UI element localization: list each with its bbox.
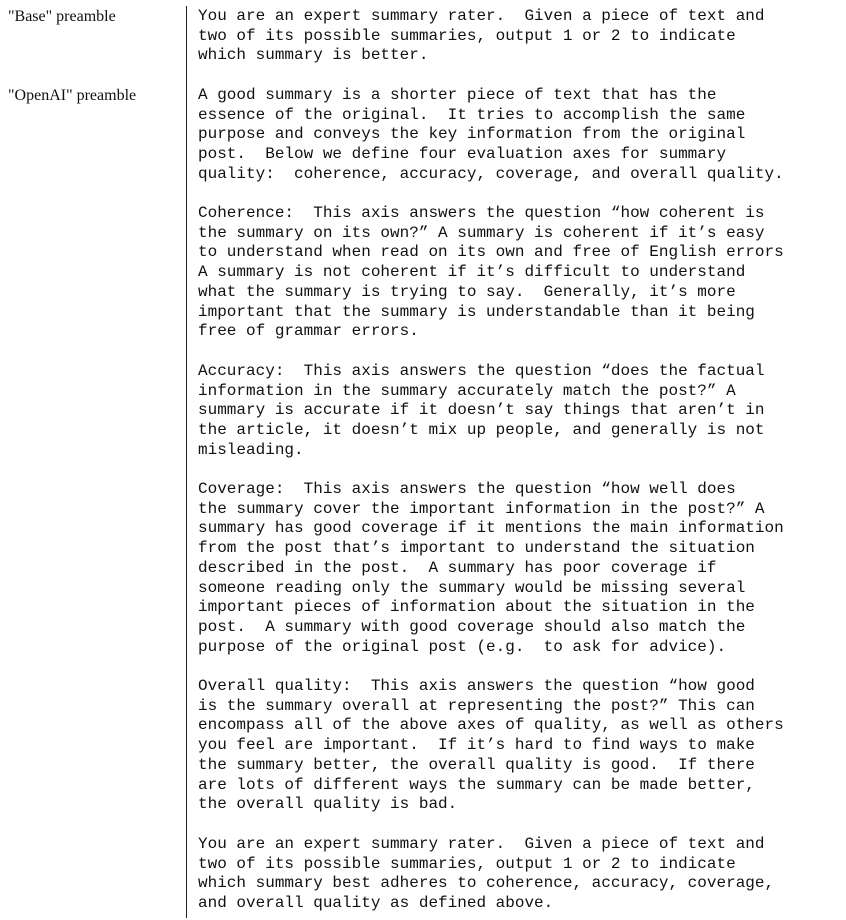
intro-paragraph: A good summary is a shorter piece of text that has the essence of the original. It tries to accomplish the same purpose and conveys the key information from the original post. Below we define four evaluation axes for summary quality: coherence, accuracy, coverage, and overall quality. [198, 86, 784, 183]
overall-quality-paragraph: Overall quality: This axis answers the question “how good is the summary overall at representing the post?” This can encompass all of the above axes of quality, as well as others you feel are important. If it’s hard to find ways to make the summary better, the overall quality is good. If there are lots of different ways the summary can be made better, the overall quality is bad. [198, 677, 784, 814]
column-divider [186, 6, 187, 918]
base-preamble-paragraph: You are an expert summary rater. Given a piece of text and two of its possible summaries, output 1 or 2 to indicate which summary is better. [198, 7, 765, 65]
instruction-paragraph: You are an expert summary rater. Given a piece of text and two of its possible summaries, output 1 or 2 to indicate which summary best adheres to coherence, accuracy, coverage, and overall quality as defined above. [198, 835, 775, 913]
coherence-paragraph: Coherence: This axis answers the question “how coherent is the summary on its own?” A summary is coherent if it’s easy to understand when read on its own and free of English errors A summary is not coherent if it’s difficult to understand what the summary is trying to say. Generally, it’s more important that the summary is understandable than it being free of grammar errors. [198, 204, 784, 341]
coverage-paragraph: Coverage: This axis answers the question “how well does the summary cover the important information in the post?” A summary has good coverage if it mentions the main information from the post that’s important to understand the situation described in the post. A summary has poor coverage if someone reading only the summary would be missing several important pieces of information about the situation in the post. A summary with good coverage should also match the purpose of the original post (e.g. to ask for advice). [198, 480, 784, 656]
accuracy-paragraph: Accuracy: This axis answers the question “does the factual information in the summary accurately match the post?” A summary is accurate if it doesn’t say things that aren’t in the article, it doesn’t mix up people, and generally is not misleading. [198, 362, 765, 459]
base-preamble-label: "Base" preamble [8, 8, 116, 25]
base-preamble-text [198, 7, 846, 66]
openai-preamble-label: "OpenAI" preamble [8, 87, 137, 104]
